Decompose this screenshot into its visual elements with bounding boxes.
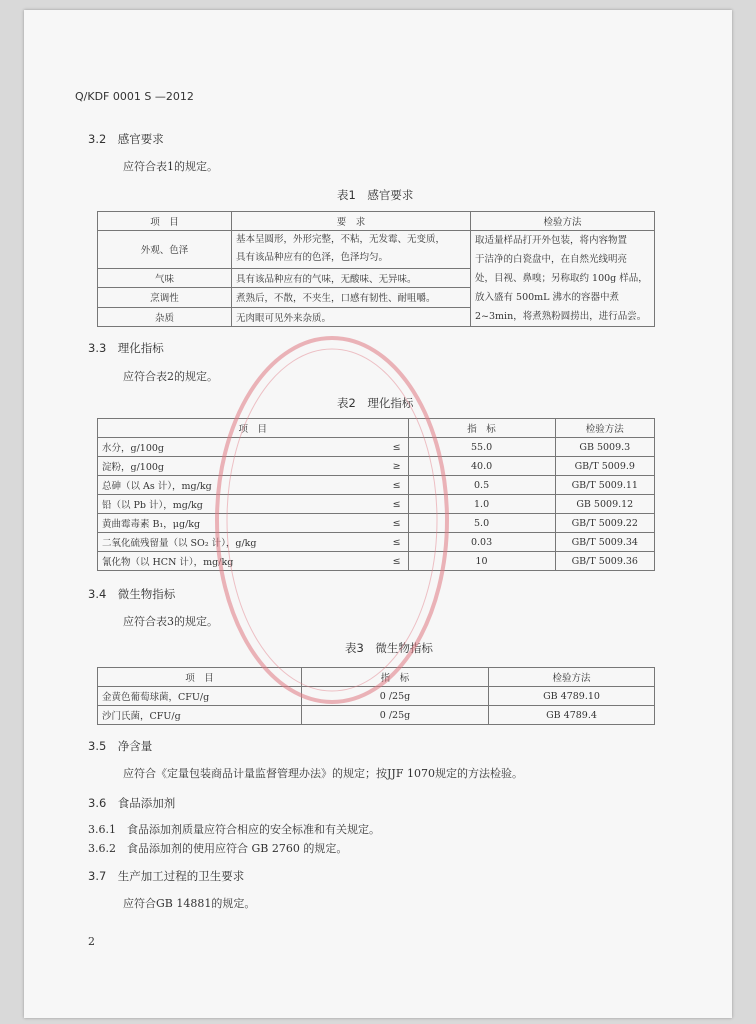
table1-cell-requirement: 具有该品种应有的气味，无酸味、无异味。 (232, 268, 471, 287)
table1-cell-item: 烹调性 (98, 288, 232, 307)
table2-cell-item: 黄曲霉毒素 B₁，μg/kg (98, 514, 386, 533)
table-row (98, 706, 655, 725)
section-3-4-heading: 3.4 微生物指标 (88, 587, 176, 601)
table2-cell-item: 氰化物（以 HCN 计），mg/kg (98, 552, 386, 571)
table2-cell-method: GB/T 5009.34 (555, 533, 654, 552)
section-3-2-heading: 3.2 感官要求 (88, 132, 164, 146)
table1-cell-requirement (232, 231, 471, 269)
table2-cell-item: 淀粉，g/100g (98, 457, 386, 476)
table1-cell-requirement: 无肉眼可见外来杂质。 (232, 307, 471, 326)
table2-cell-symbol: ≤ (386, 552, 409, 571)
section-3-5-heading: 3.5 净含量 (88, 739, 153, 753)
table2-cell-value: 1.0 (408, 495, 555, 514)
table3-cell-item: 金黄色葡萄球菌，CFU/g (98, 687, 302, 706)
table-row (98, 514, 655, 533)
table2-cell-symbol: ≤ (386, 514, 409, 533)
table1-method-line: 2~3min，将煮熟粉圆捞出，进行品尝。 (475, 311, 647, 322)
table1-cell-item: 气味 (98, 268, 232, 287)
table2-header-index: 指 标 (408, 419, 555, 438)
table2-cell-symbol: ≤ (386, 476, 409, 495)
table2-cell-method: GB 5009.12 (555, 495, 654, 514)
table1-method-line: 处，目视、鼻嗅；另称取约 100g 样品， (475, 273, 648, 284)
table2-cell-value: 55.0 (408, 438, 555, 457)
table3-header-index: 指 标 (302, 668, 489, 687)
table1-cell-item: 外观、色泽 (98, 231, 232, 269)
section-3-7-text: 应符合GB 14881的规定。 (123, 897, 256, 910)
table1-req-line: 具有该品种应有的色泽，色泽均匀。 (236, 252, 389, 264)
table1-header-method: 检验方法 (471, 212, 655, 231)
table3-cell-value: 0 /25g (302, 706, 489, 725)
table2-header-method: 检验方法 (555, 419, 654, 438)
section-3-3-text: 应符合表2的规定。 (123, 370, 218, 383)
table1-header-requirement: 要 求 (232, 212, 471, 231)
section-3-7-heading: 3.7 生产加工过程的卫生要求 (88, 869, 245, 883)
table-row (98, 552, 655, 571)
table1-method-line: 放入盛有 500mL 沸水的容器中煮 (475, 292, 619, 303)
table-row (98, 457, 655, 476)
table-row (98, 476, 655, 495)
table-row (98, 495, 655, 514)
table2-cell-value: 10 (408, 552, 555, 571)
table-row (98, 533, 655, 552)
table3-microbial (97, 667, 655, 725)
table2-cell-method: GB/T 5009.22 (555, 514, 654, 533)
table2-cell-value: 0.5 (408, 476, 555, 495)
table3-cell-method: GB 4789.10 (489, 687, 655, 706)
table2-cell-method: GB 5009.3 (555, 438, 654, 457)
table1-caption: 表1 感官要求 (337, 188, 414, 202)
table2-cell-symbol: ≤ (386, 438, 409, 457)
table2-header-item: 项 目 (98, 419, 409, 438)
table1-method-line: 于洁净的白瓷盘中，在自然光线明亮 (475, 254, 628, 265)
table2-cell-method: GB/T 5009.9 (555, 457, 654, 476)
section-3-6-2-text: 3.6.2 食品添加剂的使用应符合 GB 2760 的规定。 (88, 842, 348, 855)
section-3-2-text: 应符合表1的规定。 (123, 160, 218, 173)
table1-sensory (97, 211, 655, 327)
table2-cell-method: GB/T 5009.11 (555, 476, 654, 495)
section-3-4-text: 应符合表3的规定。 (123, 615, 218, 628)
table3-caption: 表3 微生物指标 (345, 641, 433, 655)
section-3-3-heading: 3.3 理化指标 (88, 341, 164, 355)
table3-cell-method: GB 4789.4 (489, 706, 655, 725)
table2-cell-symbol: ≤ (386, 533, 409, 552)
table-row (98, 438, 655, 457)
table1-header-item: 项 目 (98, 212, 232, 231)
table2-cell-symbol: ≤ (386, 495, 409, 514)
table2-cell-value: 40.0 (408, 457, 555, 476)
table2-cell-item: 水分，g/100g (98, 438, 386, 457)
table2-cell-item: 总砷（以 As 计），mg/kg (98, 476, 386, 495)
page-number: 2 (88, 935, 95, 948)
table2-cell-symbol: ≥ (386, 457, 409, 476)
table2-cell-value: 5.0 (408, 514, 555, 533)
table3-header-method: 检验方法 (489, 668, 655, 687)
table2-cell-item: 铅（以 Pb 计），mg/kg (98, 495, 386, 514)
table3-cell-item: 沙门氏菌，CFU/g (98, 706, 302, 725)
table1-cell-item: 杂质 (98, 307, 232, 326)
section-3-5-text: 应符合《定量包装商品计量监督管理办法》的规定；按JJF 1070规定的方法检验。 (123, 767, 523, 780)
table-row (98, 687, 655, 706)
section-3-6-1-text: 3.6.1 食品添加剂质量应符合相应的安全标准和有关规定。 (88, 823, 380, 836)
table2-physicochemical (97, 418, 655, 571)
table1-cell-method (471, 231, 655, 327)
section-3-6-heading: 3.6 食品添加剂 (88, 796, 176, 810)
table1-method-line: 取适量样品打开外包装，将内容物置 (475, 235, 628, 246)
table3-cell-value: 0 /25g (302, 687, 489, 706)
table2-cell-value: 0.03 (408, 533, 555, 552)
table2-cell-method: GB/T 5009.36 (555, 552, 654, 571)
table2-caption: 表2 理化指标 (337, 396, 414, 410)
table3-header-item: 项 目 (98, 668, 302, 687)
table1-cell-requirement: 煮熟后，不散，不夹生，口感有韧性、耐咀嚼。 (232, 288, 471, 307)
table2-cell-item: 二氧化硫残留量（以 SO₂ 计），g/kg (98, 533, 386, 552)
table1-req-line: 基本呈圆形，外形完整，不粘，无发霉、无变质， (236, 234, 446, 246)
standard-code: Q/KDF 0001 S —2012 (75, 90, 194, 103)
